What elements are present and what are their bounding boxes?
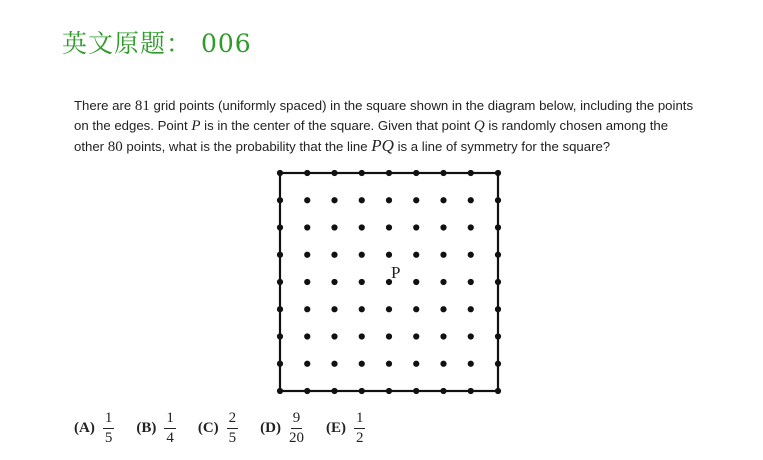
grid-point bbox=[495, 333, 501, 339]
choice-label: (A) bbox=[74, 419, 95, 436]
grid-point-count: 81 bbox=[134, 98, 150, 114]
grid-point bbox=[495, 252, 501, 258]
center-point-label: P bbox=[391, 263, 401, 282]
grid-point bbox=[359, 224, 365, 230]
grid-point bbox=[331, 197, 337, 203]
grid-point bbox=[359, 252, 365, 258]
grid-point bbox=[386, 361, 392, 367]
grid-point bbox=[440, 252, 446, 258]
fraction-numerator: 1 bbox=[354, 410, 366, 429]
grid-point bbox=[495, 306, 501, 312]
grid-point bbox=[468, 388, 474, 394]
grid-points bbox=[277, 170, 501, 394]
grid-point bbox=[468, 197, 474, 203]
choice-label: (B) bbox=[136, 419, 157, 436]
grid-point bbox=[304, 306, 310, 312]
grid-point bbox=[331, 252, 337, 258]
fraction-numerator: 9 bbox=[291, 410, 303, 429]
choice-e[interactable] bbox=[326, 410, 366, 447]
grid-point bbox=[277, 306, 283, 312]
grid-point bbox=[304, 333, 310, 339]
grid-point bbox=[495, 224, 501, 230]
grid-diagram bbox=[270, 164, 510, 400]
problem-text: points, what is the probability that the line bbox=[122, 139, 372, 154]
grid-point bbox=[304, 388, 310, 394]
answer-choices bbox=[74, 406, 387, 450]
grid-point bbox=[277, 388, 283, 394]
grid-point bbox=[331, 170, 337, 176]
grid-point bbox=[413, 279, 419, 285]
problem-statement bbox=[74, 96, 714, 157]
grid-point bbox=[468, 224, 474, 230]
grid-point bbox=[359, 333, 365, 339]
grid-point bbox=[413, 361, 419, 367]
fraction-numerator: 2 bbox=[227, 410, 239, 429]
problem-text: There are bbox=[74, 98, 135, 113]
page-heading: 英文原题： 006 bbox=[62, 29, 252, 58]
grid-point bbox=[304, 279, 310, 285]
grid-point bbox=[359, 361, 365, 367]
problem-line-3 bbox=[74, 136, 714, 157]
grid-point bbox=[468, 279, 474, 285]
grid-point bbox=[440, 224, 446, 230]
grid-point bbox=[468, 252, 474, 258]
grid-point bbox=[495, 361, 501, 367]
grid-point bbox=[413, 306, 419, 312]
grid-point bbox=[413, 333, 419, 339]
fraction-denominator: 2 bbox=[355, 429, 364, 446]
grid-point bbox=[413, 170, 419, 176]
choice-label: (C) bbox=[197, 419, 219, 436]
grid-point bbox=[386, 224, 392, 230]
grid-point bbox=[277, 361, 283, 367]
grid-point bbox=[468, 170, 474, 176]
grid-point bbox=[386, 170, 392, 176]
problem-line-1 bbox=[74, 96, 714, 116]
fraction-denominator: 5 bbox=[228, 429, 237, 446]
choice-a[interactable] bbox=[74, 410, 114, 447]
choice-fraction bbox=[354, 410, 366, 447]
grid-point bbox=[440, 170, 446, 176]
grid-point bbox=[277, 333, 283, 339]
choice-fraction bbox=[103, 410, 115, 447]
grid-point bbox=[331, 333, 337, 339]
fraction-denominator: 5 bbox=[104, 429, 113, 446]
grid-point bbox=[331, 224, 337, 230]
fraction-numerator: 1 bbox=[103, 410, 115, 429]
grid-point bbox=[331, 306, 337, 312]
grid-point bbox=[304, 170, 310, 176]
grid-point bbox=[359, 306, 365, 312]
problem-text: on the edges. Point bbox=[74, 118, 192, 133]
grid-point bbox=[277, 197, 283, 203]
choice-b[interactable] bbox=[136, 410, 176, 447]
grid-point bbox=[277, 279, 283, 285]
choice-fraction bbox=[164, 410, 176, 447]
grid-point bbox=[413, 252, 419, 258]
grid-point bbox=[468, 306, 474, 312]
line-pq-var: PQ bbox=[371, 136, 394, 155]
point-q-var: Q bbox=[473, 118, 485, 134]
grid-point bbox=[440, 197, 446, 203]
choice-fraction bbox=[227, 410, 239, 447]
problem-text: other bbox=[74, 139, 108, 154]
grid-point bbox=[304, 252, 310, 258]
grid-point bbox=[413, 388, 419, 394]
other-point-count: 80 bbox=[107, 139, 123, 155]
choice-fraction bbox=[289, 410, 304, 447]
problem-line-2 bbox=[74, 116, 714, 136]
grid-point bbox=[277, 224, 283, 230]
grid-point bbox=[386, 306, 392, 312]
grid-point bbox=[440, 388, 446, 394]
grid-point bbox=[440, 279, 446, 285]
grid-point bbox=[440, 361, 446, 367]
grid-point bbox=[440, 306, 446, 312]
grid-point bbox=[277, 252, 283, 258]
grid-point bbox=[386, 197, 392, 203]
grid-point bbox=[468, 333, 474, 339]
grid-point bbox=[359, 197, 365, 203]
choice-label: (E) bbox=[325, 419, 346, 436]
grid-point bbox=[468, 361, 474, 367]
problem-text: grid points (uniformly spaced) in the square shown in the diagram below, including the points bbox=[149, 98, 694, 113]
choice-label: (D) bbox=[260, 419, 281, 436]
grid-point bbox=[359, 279, 365, 285]
fraction-denominator: 20 bbox=[288, 429, 304, 446]
problem-text: is a line of symmetry for the square? bbox=[393, 139, 611, 154]
fraction-numerator: 1 bbox=[164, 410, 176, 429]
grid-point bbox=[331, 361, 337, 367]
grid-point bbox=[440, 333, 446, 339]
grid-point bbox=[331, 279, 337, 285]
choice-c[interactable] bbox=[198, 410, 238, 447]
grid-point bbox=[386, 252, 392, 258]
point-p-var: P bbox=[191, 118, 201, 134]
grid-point bbox=[495, 279, 501, 285]
grid-point bbox=[386, 333, 392, 339]
grid-point bbox=[331, 388, 337, 394]
grid-point bbox=[495, 388, 501, 394]
grid-point bbox=[359, 170, 365, 176]
fraction-denominator: 4 bbox=[166, 429, 174, 446]
problem-text: is in the center of the square. Given that point bbox=[200, 118, 474, 133]
grid-point bbox=[304, 361, 310, 367]
grid-point bbox=[386, 388, 392, 394]
choice-d[interactable] bbox=[260, 410, 304, 447]
grid-point bbox=[495, 170, 501, 176]
grid-point bbox=[413, 224, 419, 230]
grid-point bbox=[277, 170, 283, 176]
grid-point bbox=[304, 224, 310, 230]
problem-text: is randomly chosen among the bbox=[484, 118, 669, 133]
grid-point bbox=[413, 197, 419, 203]
grid-point bbox=[495, 197, 501, 203]
grid-point bbox=[304, 197, 310, 203]
grid-point bbox=[359, 388, 365, 394]
